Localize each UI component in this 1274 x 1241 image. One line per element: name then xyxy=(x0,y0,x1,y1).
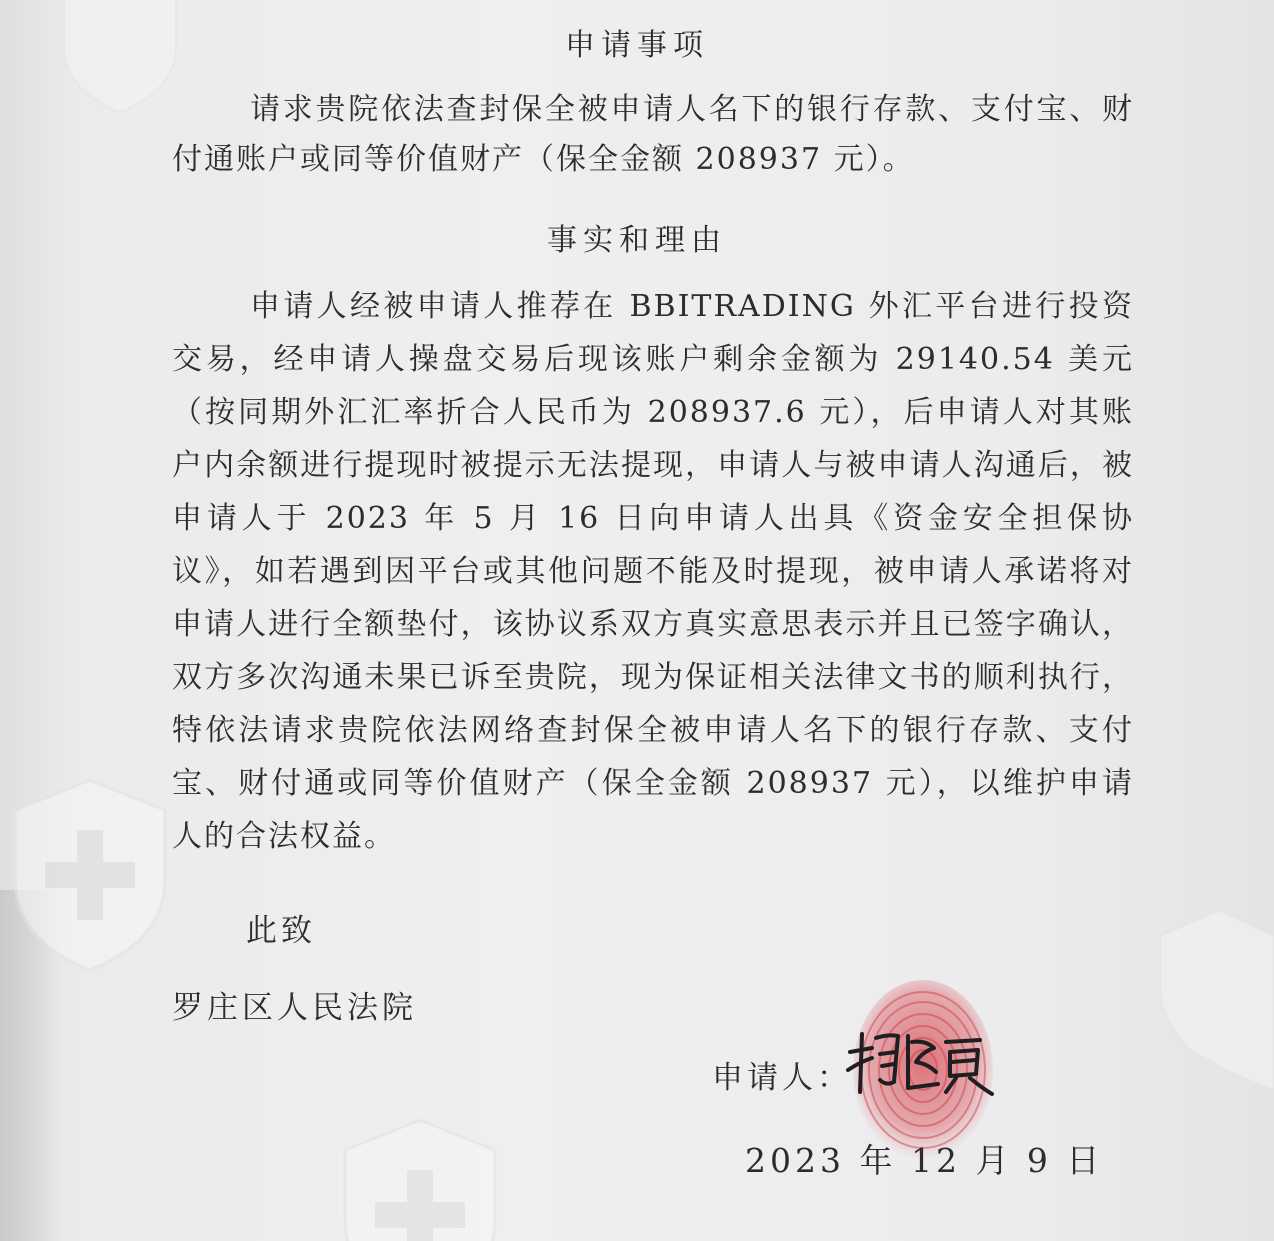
facts-paragraph: 申请人经被申请人推荐在 BBITRADING 外汇平台进行投资交易，经申请人操盘交易后现该账户剩余金额为 29140.54 美元（按同期外汇汇率折合人民币为 208937.6 元），后申请人对其账户内余额进行提现时被提示无法提现，申请人与被申请人沟通后，被申请人于 2023 年 5 月 16 日向申请人出具《资金安全担保协议》，如若遇到因平台或其他问题不能及时提现，被申请人承诺将对申请人进行全额垫付，该协议系双方真实意思表示并且已签字确认，双方多次沟通未果已诉至贵院，现为保证相关法律文书的顺利执行，特依法请求贵院依法网络查封保全被申请人名下的银行存款、支付宝、财付通或同等价值财产（保全金额 208937 元），以维护申请人的合法权益。 xyxy=(172,289,1134,854)
court-name: 罗庄区人民法院 xyxy=(172,990,417,1026)
shield-watermark-icon xyxy=(330,1110,510,1241)
shield-watermark-icon xyxy=(1150,900,1274,1100)
heading-request: 申请事项 xyxy=(565,28,709,63)
signing-date: 2023 年 12 月 9 日 xyxy=(745,1141,1104,1180)
heading-facts: 事实和理由 xyxy=(547,223,727,258)
request-paragraph: 请求贵院依法查封保全被申请人名下的银行存款、支付宝、财付通账户或同等价值财产（保全金额 208937 元）。 xyxy=(172,92,1134,177)
salutation: 此致 xyxy=(246,913,316,949)
handwritten-signature xyxy=(842,1022,1002,1102)
applicant-label: 申请人： xyxy=(712,1060,852,1096)
shield-watermark-icon xyxy=(0,770,180,980)
